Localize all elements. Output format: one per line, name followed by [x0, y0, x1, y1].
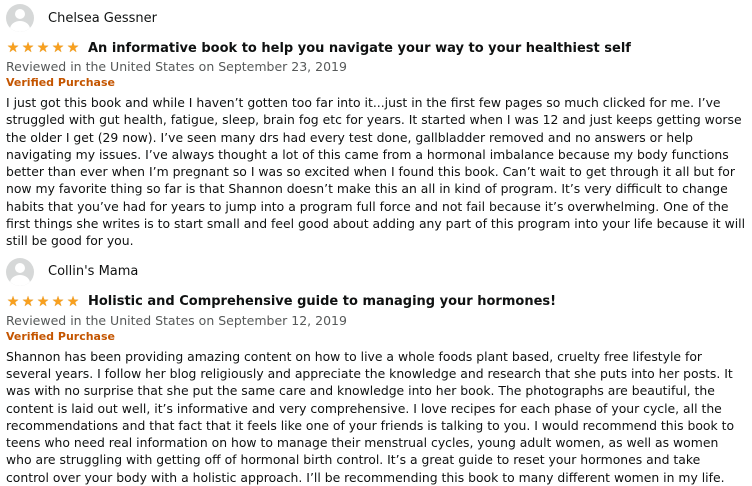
- star-rating[interactable]: [6, 295, 80, 309]
- verified-purchase-badge: Verified Purchase: [6, 329, 115, 343]
- review-card: [0, 4, 752, 250]
- avatar-icon: [6, 4, 34, 32]
- review-title-row: [6, 38, 746, 58]
- star-icon: ★: [36, 293, 50, 310]
- review-date: Reviewed in the United States on September 23, 2019: [6, 59, 347, 74]
- star-icon: ★: [6, 40, 20, 56]
- reviewer-name[interactable]: Chelsea Gessner: [48, 10, 157, 26]
- star-icon: ★: [21, 293, 35, 310]
- reviewer-name[interactable]: Collin's Mama: [48, 264, 139, 280]
- reviewer-profile[interactable]: [6, 4, 746, 32]
- star-icon: ★: [36, 40, 50, 56]
- star-icon: ★: [51, 40, 65, 56]
- star-icon: ★: [21, 40, 35, 56]
- reviews-list: [0, 4, 752, 486]
- review-card: [0, 258, 752, 486]
- review-date: Reviewed in the United States on September 12, 2019: [6, 312, 347, 328]
- review-body: I just got this book and while I haven’t gotten too far into it...just in the first few pages so much clicked for me. I’ve struggled with gut health, fatigue, sleep, brain fog etc for years. It started when I was 12 and just keeps getting worse the older I get (29 now). I’ve seen many drs had every test done, gallbladder removed and no answers or help navigating my issues. I’ve always thought a lot of this came from a hormonal imbalance because my body functions better than ever when I’m pregnant so I was so excited when I found this book. Can’t wait to get through it all but for now my favorite thing so far is that Shannon doesn’t make this an all in kind of program. It’s very difficult to change habits that you’ve had for years to jump into a program full force and not fail because it’s overwhelming. One of the first things she writes is to start small and feel good about adding any part of this program into your life because it will still be good for you.: [6, 95, 746, 249]
- star-icon: ★: [6, 293, 20, 310]
- star-rating[interactable]: [6, 41, 80, 55]
- avatar-icon: [6, 258, 34, 286]
- star-icon: ★: [66, 293, 80, 310]
- review-title[interactable]: Holistic and Comprehensive guide to managing your hormones!: [88, 294, 557, 310]
- reviewer-profile[interactable]: [6, 258, 746, 286]
- star-icon: ★: [66, 40, 80, 56]
- review-body: Shannon has been providing amazing content on how to live a whole foods plant based, cruelty free lifestyle for several years. I follow her blog religiously and appreciate the knowledge and research that she puts into her posts. It was with no surprise that she put the same care and knowledge into her book. The photographs are beautiful, the content is laid out well, it’s informative and very comprehensive. I love recipes for each phase of your cycle, all the recommendations and that fact that it feels like one of your friends is talking to you. I would recommend this book to teens who need real information on how to manage their menstrual cycles, young adult women, as well as women who are struggling with getting off of hormonal birth control. It’s a great guide to reset your hormones and take control over your body with a holistic approach. I’ll be recommending this book to many different women in my life.: [6, 348, 735, 485]
- star-icon: ★: [51, 293, 65, 310]
- review-title-row: [6, 292, 746, 312]
- review-title[interactable]: An informative book to help you navigate your way to your healthiest self: [88, 40, 631, 56]
- verified-purchase-badge: Verified Purchase: [6, 76, 115, 89]
